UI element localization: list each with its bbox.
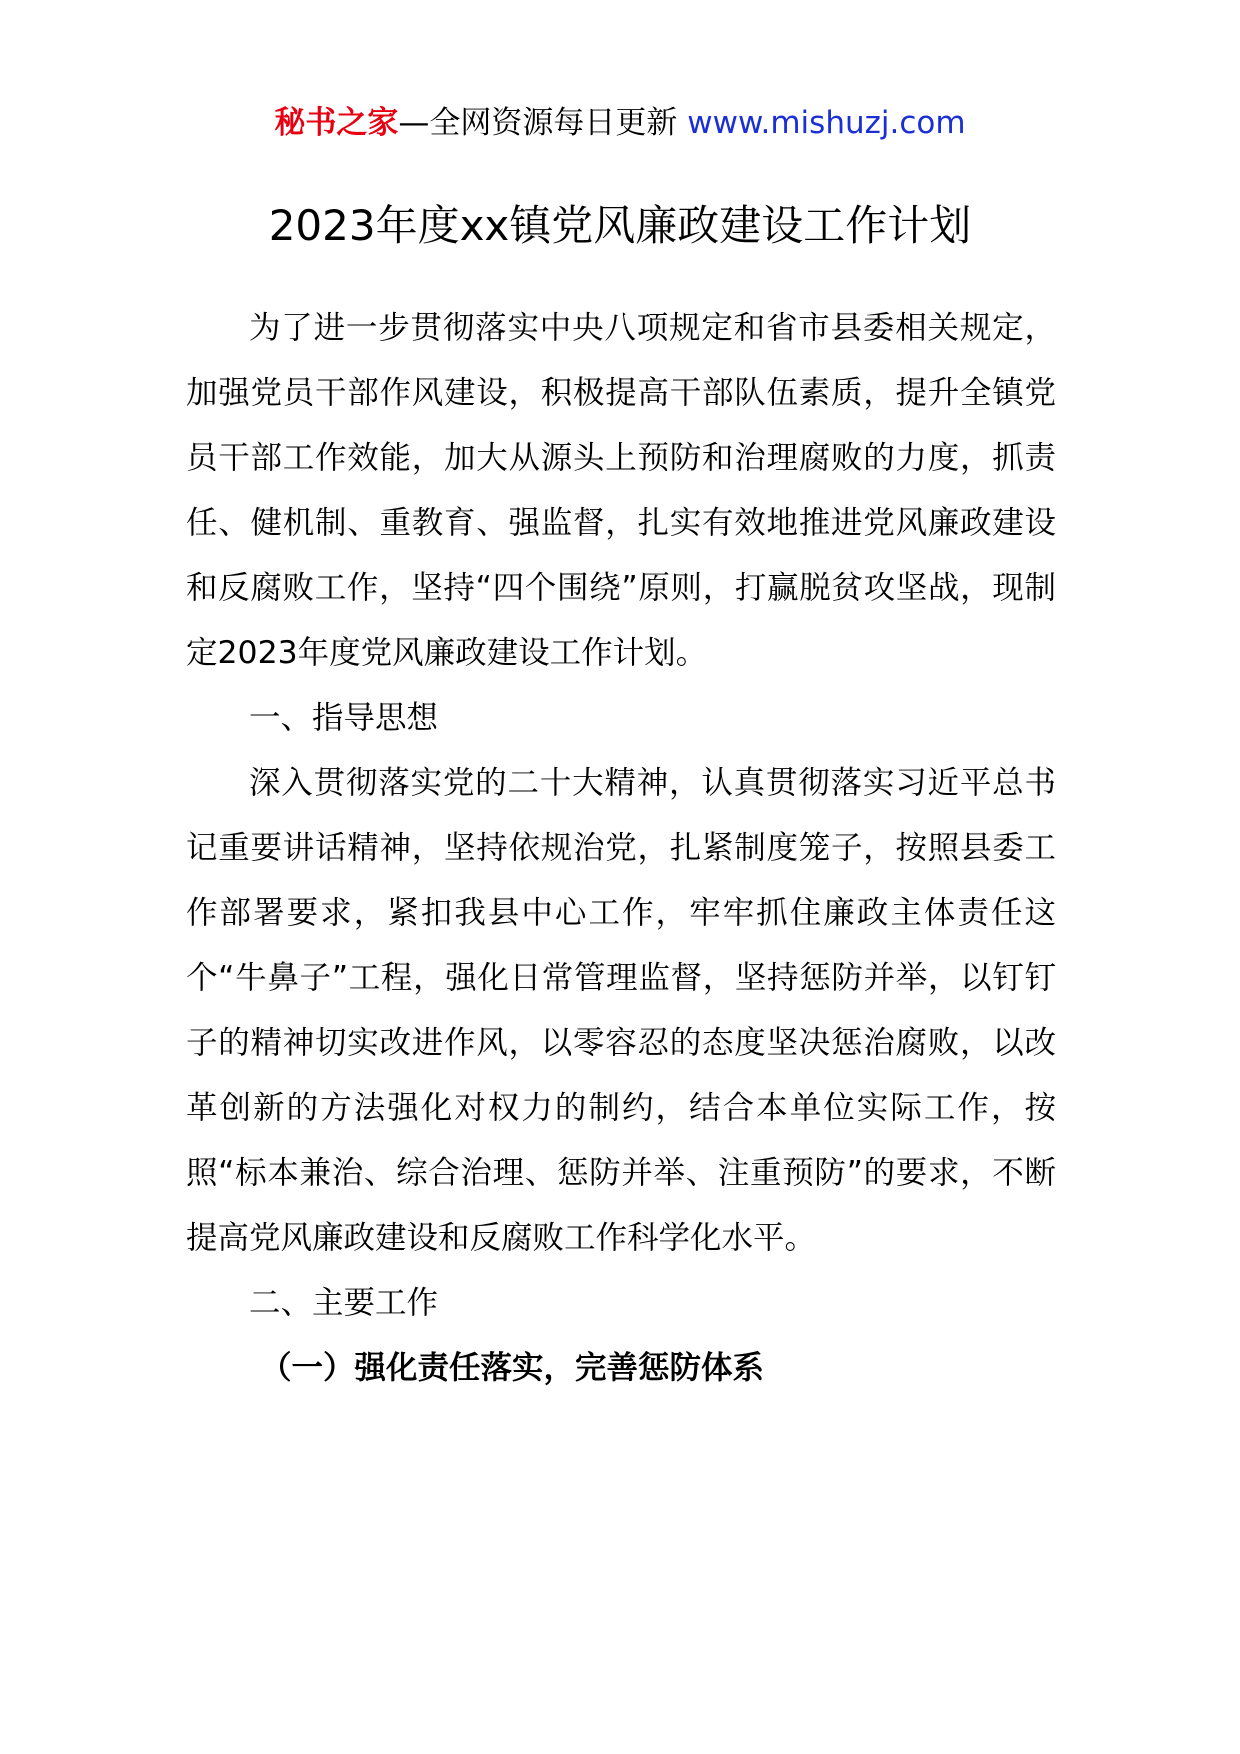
section-heading-main-work: 二、主要工作 [249, 1285, 439, 1321]
guiding-ideology-paragraph: 深入贯彻落实党的二十大精神，认真贯彻落实习近平总书记重要讲话精神，坚持依规治党，扎紧制度笼子，按照县委工作部署要求，紧扣我县中心工作，牢牢抓住廉政主体责任这个“牛鼻子”工程，强化日常管理监督，坚持惩防并举，以钉钉子的精神切实改进作风，以零容忍的态度坚决惩治腐败，以改革创新的方法强化对权力的制约，结合本单位实际工作，按照“标本兼治、综合治理、惩防并举、注重预防”的要求，不断提高党风廉政建设和反腐败工作科学化水平。 [186, 765, 1056, 1256]
subsection-heading-responsibility: （一）强化责任落实，完善惩防体系 [260, 1350, 765, 1386]
site-header-banner [0, 103, 1240, 143]
section-heading-guiding-ideology: 一、指导思想 [249, 700, 439, 736]
document-title: 2023年度xx镇党风廉政建设工作计划 [268, 201, 972, 250]
document-body [186, 296, 1056, 1401]
site-url-link[interactable]: www.mishuzj.com [687, 105, 966, 141]
brand-name: 秘书之家 [274, 105, 399, 141]
header-slogan: —全网资源每日更新 [398, 105, 678, 141]
intro-paragraph: 为了进一步贯彻落实中央八项规定和省市县委相关规定，加强党员干部作风建设，积极提高干部队伍素质，提升全镇党员干部工作效能，加大从源头上预防和治理腐败的力度，抓责任、健机制、重教育、强监督，扎实有效地推进党风廉政建设和反腐败工作，坚持“四个围绕”原则，打赢脱贫攻坚战，现制定2023年度党风廉政建设工作计划。 [186, 310, 1056, 671]
